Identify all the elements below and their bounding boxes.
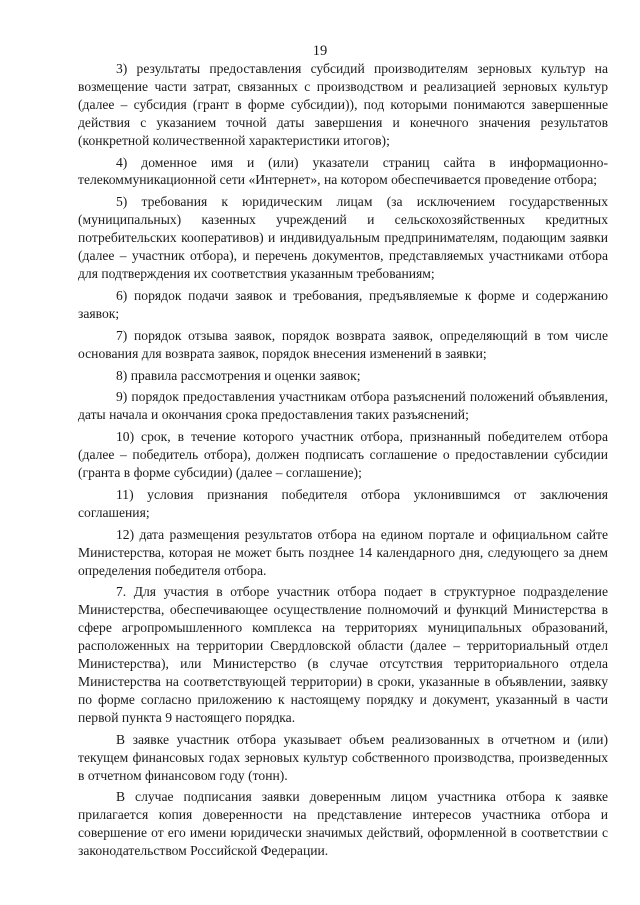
paragraph-item-7-withdrawal: 7) порядок отзыва заявок, порядок возврата заявок, определяющий в том числе основания для возврата заявок, порядок внесения изменений в заявки; <box>78 327 608 361</box>
paragraph-item-11-evasion: 11) условия признания победителя отбора уклонившимся от заключения соглашения; <box>78 486 608 520</box>
paragraph-item-9-clarifications: 9) порядок предоставления участникам отбора разъяснений положений объявления, даты начала и окончания срока предоставления таких разъяснений; <box>78 389 608 423</box>
paragraph-item-6-submission: 6) порядок подачи заявок и требования, предъявляемые к форме и содержанию заявок; <box>78 287 608 321</box>
paragraph-application-volume: В заявке участник отбора указывает объем реализованных в отчетном и (или) текущем финансовых годах зерновых культур собственного производства, произведенных в отчетном финансовом году (тонн). <box>78 731 608 783</box>
paragraph-item-10-deadline: 10) срок, в течение которого участник отбора, признанный победителем отбора (далее – победитель отбора), должен подписать соглашение о предоставлении субсидии (гранта в форме субсидии) (далее – соглашение); <box>78 429 608 481</box>
paragraph-item-8-review: 8) правила рассмотрения и оценки заявок; <box>116 367 361 383</box>
paragraph-item-4-domain: 4) доменное имя и (или) указатели страниц сайта в информационно-телекоммуникационной сети «Интернет», на котором обеспечивается проведение отбора; <box>78 154 608 188</box>
document-body <box>78 60 608 860</box>
paragraph-power-of-attorney: В случае подписания заявки доверенным лицом участника отбора к заявке прилагается копия доверенности на представление интересов участника отбора и совершение от его имени юридически значимых действий, оформленной в соответствии с законодательством Российской Федерации. <box>78 789 608 859</box>
paragraph-item-12-publication: 12) дата размещения результатов отбора на едином портале и официальном сайте Министерства, которая не может быть позднее 14 календарного дня, следующего за днем определения победителя отбора. <box>78 526 608 578</box>
paragraph-item-3-results: 3) результаты предоставления субсидий производителям зерновых культур на возмещение части затрат, связанных с производством и реализацией зерновых культур (далее – субсидия (грант в форме субсидии)), под которыми понимаются завершенные действия с указанием точной даты завершения и конечного значения результатов (конкретной количественной характеристики итогов); <box>78 61 608 148</box>
paragraph-clause-7: 7. Для участия в отборе участник отбора подает в структурное подразделение Министерства, обеспечивающее осуществление полномочий и функций Министерства в сфере агропромышленного комплекса на территориях муниципальных образований, расположенных на территории Свердловской области (далее – территориальный отдел Министерства), или Министерство (в случае отсутствия территориального отдела Министерства на соответствующей территории) в сроки, указанные в объявлении, заявку по форме согласно приложению к настоящему порядку и документ, указанный в части первой пункта 9 настоящего порядка. <box>78 584 608 725</box>
page-number: 19 <box>312 43 328 59</box>
paragraph-item-5-requirements: 5) требования к юридическим лицам (за исключением государственных (муниципальных) казенных учреждений и сельскохозяйственных кредитных потребительских кооперативов) и индивидуальным предпринимателям, подающим заявки (далее – участник отбора), и перечень документов, представляемых участниками отбора для подтверждения их соответствия указанным требованиям; <box>78 194 608 281</box>
